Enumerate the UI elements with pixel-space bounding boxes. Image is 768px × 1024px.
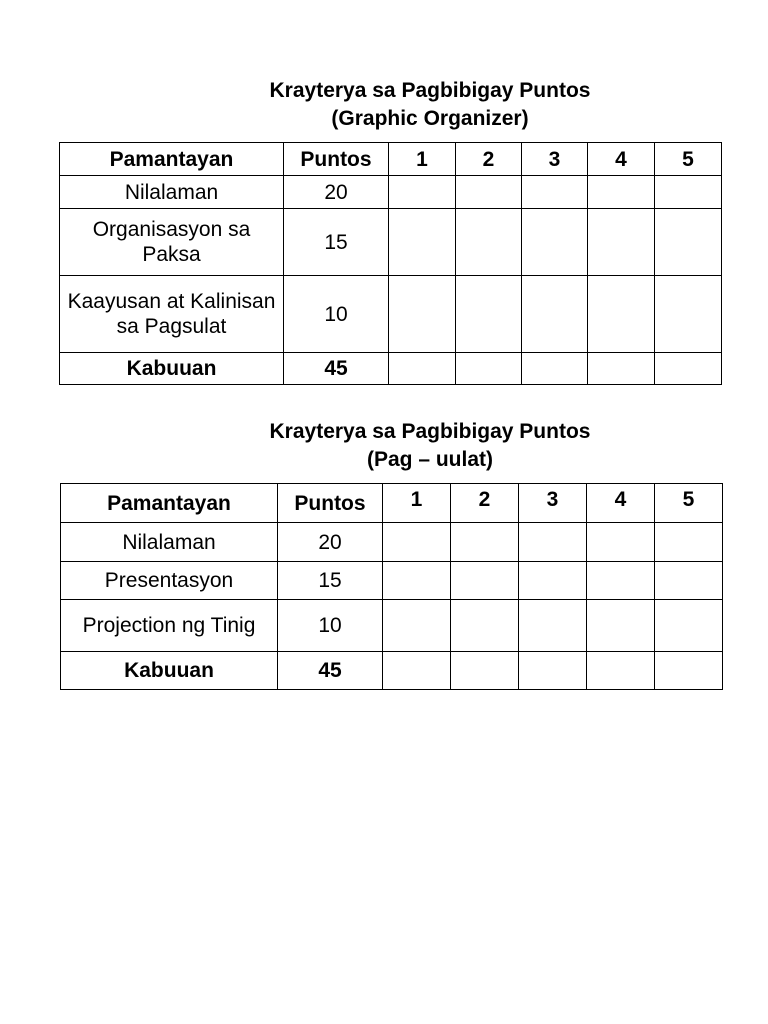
header-puntos: Puntos [278,484,383,523]
header-score-4: 4 [587,484,655,523]
score-cell [519,562,587,600]
criterion-cell: Nilalaman [60,176,284,209]
score-cell [655,652,723,690]
total-label: Kabuuan [60,353,284,385]
points-cell: 10 [278,600,383,652]
score-cell [655,562,723,600]
header-score-4: 4 [588,143,655,176]
header-score-5: 5 [655,484,723,523]
score-cell [389,276,456,353]
header-puntos: Puntos [284,143,389,176]
header-score-2: 2 [451,484,519,523]
header-score-5: 5 [655,143,722,176]
score-cell [389,209,456,276]
rubric-2-title-line2: (Pag – uulat) [366,448,493,471]
score-cell [522,276,588,353]
rubric-2-table [60,483,723,690]
score-cell [383,652,451,690]
header-score-3: 3 [522,143,588,176]
criterion-cell: Nilalaman [61,523,278,562]
rubric-1-title-line2: (Graphic Organizer) [331,107,529,130]
table-row [61,523,723,562]
score-cell [588,209,655,276]
score-cell [519,523,587,562]
score-cell [451,600,519,652]
criterion-cell: Organisasyon sa Paksa [60,209,284,276]
score-cell [383,562,451,600]
header-score-3: 3 [519,484,587,523]
score-cell [588,176,655,209]
table-row [60,176,722,209]
table-row [60,209,722,276]
header-pamantayan: Pamantayan [61,484,278,523]
total-points: 45 [278,652,383,690]
score-cell [522,176,588,209]
score-cell [655,523,723,562]
total-points: 45 [284,353,389,385]
table-row [60,276,722,353]
header-score-2: 2 [456,143,522,176]
score-cell [588,276,655,353]
score-cell [456,176,522,209]
score-cell [655,353,722,385]
score-cell [451,652,519,690]
score-cell [522,209,588,276]
rubric-1-title [0,77,768,133]
header-pamantayan: Pamantayan [60,143,284,176]
points-cell: 20 [284,176,389,209]
points-cell: 15 [284,209,389,276]
score-cell [389,176,456,209]
criterion-cell: Projection ng Tinig [61,600,278,652]
score-cell [456,209,522,276]
score-cell [587,652,655,690]
total-row [61,652,723,690]
score-cell [451,523,519,562]
score-cell [655,276,722,353]
score-cell [655,600,723,652]
score-cell [383,523,451,562]
score-cell [522,353,588,385]
score-cell [451,562,519,600]
rubric-1-title-line1: Krayterya sa Pagbibigay Puntos [269,79,591,102]
points-cell: 15 [278,562,383,600]
score-cell [588,353,655,385]
header-score-1: 1 [383,484,451,523]
total-row [60,353,722,385]
score-cell [587,523,655,562]
score-cell [655,176,722,209]
criterion-cell: Presentasyon [61,562,278,600]
total-label: Kabuuan [61,652,278,690]
table-header-row [61,484,723,523]
score-cell [519,600,587,652]
table-row [61,600,723,652]
rubric-2-title [0,418,768,474]
header-score-1: 1 [389,143,456,176]
points-cell: 20 [278,523,383,562]
score-cell [383,600,451,652]
points-cell: 10 [284,276,389,353]
score-cell [655,209,722,276]
rubric-2-title-line1: Krayterya sa Pagbibigay Puntos [269,420,591,443]
score-cell [519,652,587,690]
table-row [61,562,723,600]
criterion-cell: Kaayusan at Kalinisan sa Pagsulat [60,276,284,353]
score-cell [456,276,522,353]
score-cell [587,562,655,600]
score-cell [456,353,522,385]
rubric-1-table [59,142,722,385]
score-cell [389,353,456,385]
table-header-row [60,143,722,176]
score-cell [587,600,655,652]
